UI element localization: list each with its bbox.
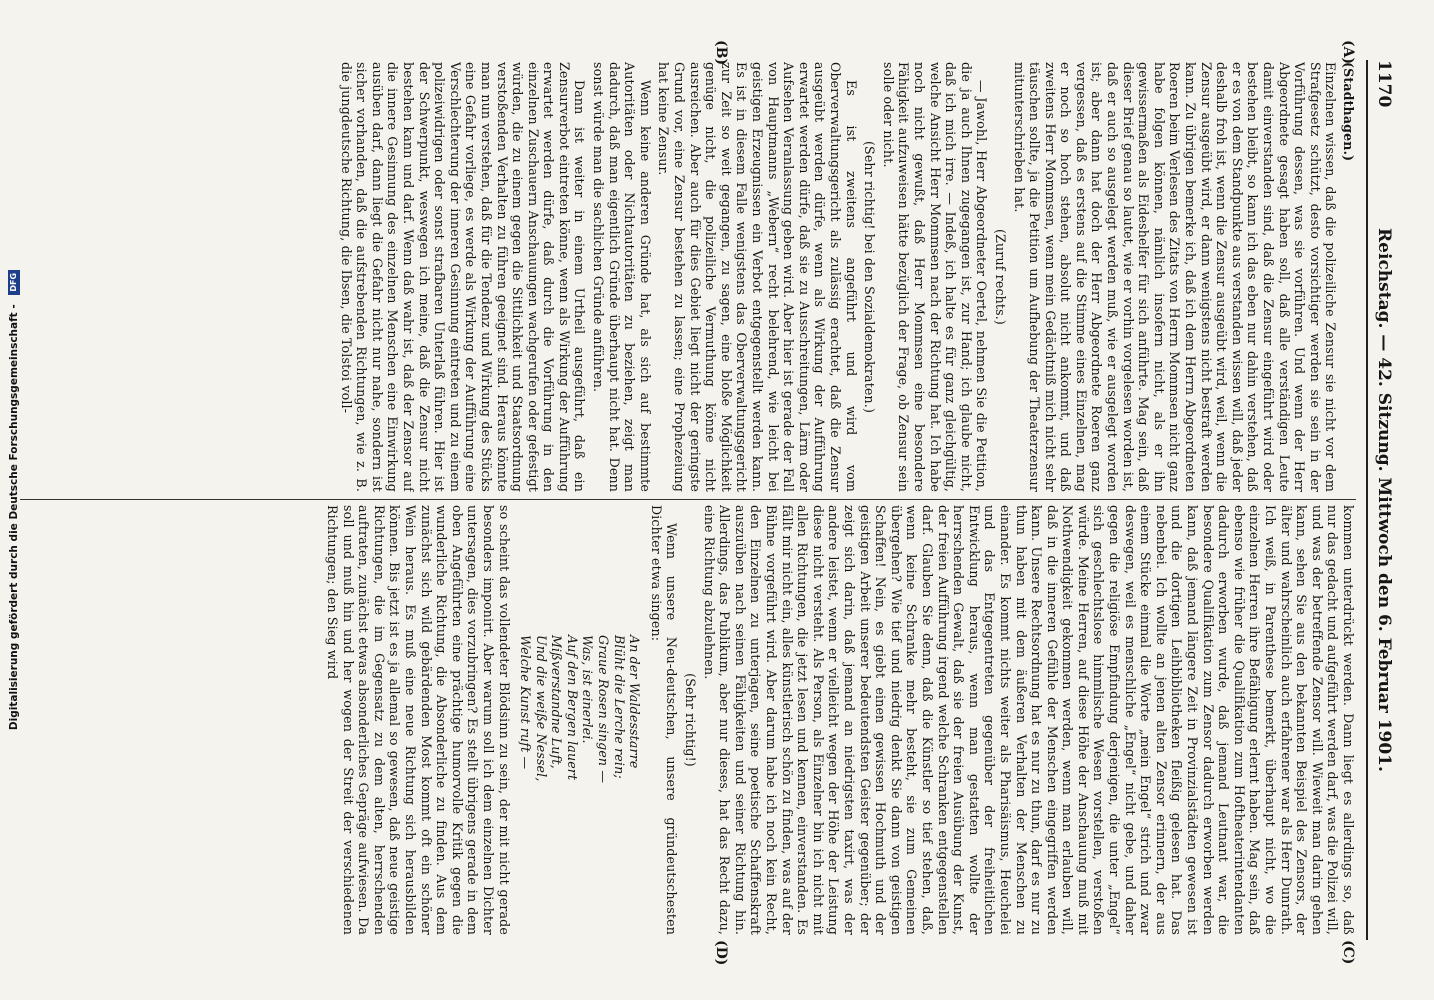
running-title: Reichstag. — 42. Sitzung. Mittwoch den 6. Februar 1901. — [1374, 228, 1394, 772]
page-number: 1170 — [1374, 60, 1394, 108]
dfg-logo-icon: DFG — [8, 270, 20, 295]
poem-line: Blüht die Lerche rein; — [611, 635, 627, 779]
paragraph: Es ist zweitens angeführt und wird vom Oberverwaltungsgericht als zulässig erachtet, daß die Zensur ausgeübt werden dürfe, wenn als Wirkung der Aufführung erwartet werden dürfe, daß sie zu Ausschreitungen, Lärm oder Aufsehen Veranlassung geben wird. Aber hier ist gerade der Fall von Hauptmanns „Webern“ recht belehrend, wie leicht bei geistigen Erzeugnissen ein Verbot entgegenstellt werden kann. Es ist in diesem Falle wenigstens das Oberverwaltungsgericht zur Zeit so weit gegangen, zu sagen, eine bloße Möglichkeit genüge nicht, die polizeiliche Vermuthung könne nicht ausreichen. Aber auch für dies Gebiet liegt nicht der geringste Grund vor, eine Zensur bestehen zu lassen; eine Prophezeiung hat keine Zensur. — [656, 62, 859, 492]
digitization-notice — [4, 0, 24, 1000]
margin-marker-a: (A) — [1340, 40, 1356, 65]
poem-line: Und die weiße Nessel, — [533, 635, 549, 782]
stage-direction: (Zuruf rechts.) — [992, 229, 1008, 325]
poem-line: Welche Kunst ruft — — [518, 635, 534, 770]
paragraph: Einzelnen wissen, daß die polizeiliche Zensur sie nicht vor dem Strafgesetz schützt, desto vorsichtiger werden sie sein in der Vorführung dessen, was sie vorführen. Und wenn der Herr Abgeordnete gesagt haben soll, daß alle verständigen Leute damit einverstanden sind, daß die Zensur eingeführt wird oder bestehen bleibt, so kann ich das eben nur dahin verstehen, daß er es von dem Standpunkte aus verstanden wissen will, daß jeder deshalb froh ist, wenn die Zensur ausgeübt wird, weil, wenn die Zensur ausgeübt wird, er dann wenigstens nicht bestraft werden kann. Zu übrigen bemerke ich, daß ich dem Herrn Abgeordneten Roeren beim Verlesen des Zitats von Herrn Mommsen nicht ganz habe folgen können, nämlich insofern nicht, als er ihn gewissermaßen als Eideshelfer für sich anführte. Mag sein, daß dieser Brief genau so lautet, wie er vorhin vorgelesen worden ist, daß er auch so ausgelegt werden muß, wie er ausgelegt worden ist; aber dann hat doch der Herr Abgeordnete Roeren ganz vergessen, daß es erstens auf die Stimme eines Einzelnen, mag er noch so hoch stehen, absolut nicht ankommt, und daß zweitens Herr Mommsen, wenn mein Gedächtniß mich nicht sehr täuschen sollte, ja die Petition um Aufhebung der Theaterzensur mitunterschrieben hat. — [1011, 62, 1339, 492]
speaker-name: (Stadthagen.) — [1341, 62, 1356, 162]
poem — [518, 635, 643, 935]
stage-direction: (Sehr richtig! bei den Sozialdemokraten.) — [862, 140, 878, 414]
margin-marker-b: (B) — [713, 40, 729, 66]
paragraph: Dann ist weiter in einem Urtheil ausgeführt, daß ein Zensurverbot eintreten könne, wenn als Wirkung der Aufführung erwartet werden dürfe, daß durch die Vorführung in den einzelnen Zuschauern Anschauungen wachgerufen oder gefestigt würden, die zu einem gegen die Sittlichkeit und Staatsordnung verstoßenden Verhalten zu führen geeignet sind. Heraus könnte man nun verstehen, daß für die Tendenz und Wirkung des Stücks eine Gefahr vorliege, es werde als Wirkung der Aufführung eine Verschlechterung der inneren Gesinnung eintreten und zu einem polizeiwidrigen oder sonst strafbaren Unterlaß führen. Hier ist der Schwerpunkt, weswegen ich meine, daß die Zensur nicht bestehen kann und darf. Wenn daß wahr ist, daß der Zensor auf die innere Gesinnung des einzelnen Menschen eine Einwirkung ausüben darf, dann liegt die Gefahr nicht nur nahe, sondern ist sicher vorhanden, daß die aufstrebenden Richtungen, wie z. B. die jungdeutsche Richtung, die Ibsen, die Tolstoi voll- — [338, 62, 588, 492]
margin-marker-d: (D) — [713, 940, 729, 966]
poem-line: Was, ist einerlei. — [580, 635, 596, 744]
paragraph: — Jawohl, Herr Abgeordneter Oertel, nehmen Sie die Petition, die ja auch Ihnen zugegangen ist, zur Hand; ich glaube nicht, daß ich mich irre. — Indeß, ich halte es für ganz gleichgültig, welche Ansicht Herr Mommsen nach der Richtung hat. Ich habe noch nicht gewußt, daß Herr Mommsen eine besondere Fähigkeit aufzuweisen hätte bezüglich der Frage, ob Zensur sein solle oder nicht. — [880, 62, 990, 492]
footer-strip — [1, 0, 21, 1000]
stage-direction: (Sehr richtig!) — [683, 673, 699, 767]
poem-line: Graue Rosen singen — — [596, 635, 612, 784]
paragraph: kommen unterdrückt werden. Dann liegt es allerdings so, daß nur das gedacht und aufgeführt werden darf, was die Polizei will, und was der betreffende Zensor will. Wieweit man darin gehen kann, sehen Sie aus den bekannten Beispiel des Zensors, der älter und wahrscheinlich auch erfahrener war als Herr Dunrath. Ich weiß, in Parenthese bemerkt, überhaupt nicht, wo die einzelnen Herren ihre Befähigung erlernt haben. Mag sein, daß ebenso wie früher die Qualifikation zum Hoftheaterintendanten dadurch erworben wurde, daß jemand Leutnant war, die besondere Qualifikation zum Zensor dadurch erworben werden kann, daß jemand längere Zeit in Provinzialstädten gewesen ist und die dortigen Leihbibliotheken fleißig gelesen hat. Das nebenbei. Ich wollte an jenen alten Zensor erinnern, der aus einem Stücke einmal die Worte „mein Engel“ strich und zwar deswegen, weil es menschliche „Engel“ nicht gebe, und daher gegen die religiöse Empfindung derjenigen, die unter „Engel“ sich geschlechtslose himmlische Wesen vorstellen, verstoßen würde. Meine Herren, auf diese Höhe der Anschauung muß mit Nothwendigkeit gekommen werden, wenn man erlauben will, daß in die inneren Gefühle der Menschen eingegriffen werden kann. Unsere Rechtsordnung hat es nur zu thun, darf es nur zu thun haben mit dem äußeren Verhalten der Menschen zu einander. Es kommt nichts weiter als Pharisäismus, Heuchelei und das Entgegentreten gegenüber der freiheitlichen Entwicklung heraus, wenn man gestatten wollte der herrschenden Gewalt, daß sie der freien Ausübung der Kunst, der freien Aufführung irgend welche Schranken entgegenstellen darf. Glauben Sie denn, daß die Künstler so tief stehen, daß, wenn keine Schranke mehr besteht, sie zum Gemeinen übergehen? Wie tief und niedrig denkt Sie dann von geistigen Schaffen! Nein, es giebt einen gewissen Hochmuth und der geistigen Arbeit unserer bedeutendsten Geister gegenüber; der zeigt sich darin, daß jemand an niedrigsten taxirt, was der andere leistet, wenn er vielleicht wegen der Höhe der Leistung diese nicht versteht. Als Person, als Einzelner bin ich nicht mit allen Richtungen, die jetzt lesen und kennen, einverstanden. Es fällt mir nicht ein, alles künstlerisch schön zu finden, was auf der Bühne vorgeführt wird. Aber darum habe ich noch kein Recht, den Einzelnen zu unterjagen, seine poetische Schaffenskraft auszuüben nach seinen Fähigkeiten und seiner Richtung hin. Allerdings, das Publikum, aber nur dieses, hat das Recht dazu, eine Richtung abzulehnen. — [701, 505, 1356, 935]
page-header — [1366, 60, 1394, 940]
paragraph: so scheint das vollendeter Blödsinn zu sein, der mit nicht gerade besonders imponirt. Aber warum soll ich dem einzelnen Dichter untersagen, dies vorzubringen? Es stellt übrigens gerade in dem oben Angeführten eine prächtige humorvolle Kritik gegen die wunderliche Richtung, die Absonderliche zu finden. Aus dem zunächst sich wild gebärdenden Most kommt oft ein schöner Wein heraus. Es muß eine neue Richtung sich herausbilden können. Bis jetzt ist es ja allemal so gewesen, daß neue geistige Richtungen, die im Gegensatz zu dem alten, herrschenden auftraten, zunächst etwas absonderliches Gepräge aufwiesen. Da soll und muß hin und her wogen der Streit der verschiedenen Richtungen; den Sieg wird — [325, 505, 512, 935]
margin-marker-c: (C) — [1340, 940, 1356, 965]
left-column — [0, 62, 1356, 492]
paragraph: Wenn unsere Neu-deutschen, unsere gründeutschesten Dichter etwa singen: — [648, 505, 680, 935]
column-divider — [20, 499, 1356, 500]
right-column — [0, 505, 1356, 935]
digitization-text: Digitalisierung gefördert durch die Deutsche Forschungsgemeinschaft - — [8, 304, 20, 731]
poem-line: Auf den Bergen lauert — [564, 635, 580, 781]
poem-line: Mißverstandne Luft, — [549, 635, 565, 769]
poem-line: An der Waldesstarre — [627, 635, 643, 769]
paragraph: Wenn keine anderen Gründe hat, als sich auf bestimmte Autoritäten oder Nichtautoritäten zu beziehen, zeigt man dadurch, daß man eigentlich Gründe überhaupt nicht hat. Denn sonst würde man die sachlichen Gründe anführen. — [591, 62, 653, 492]
